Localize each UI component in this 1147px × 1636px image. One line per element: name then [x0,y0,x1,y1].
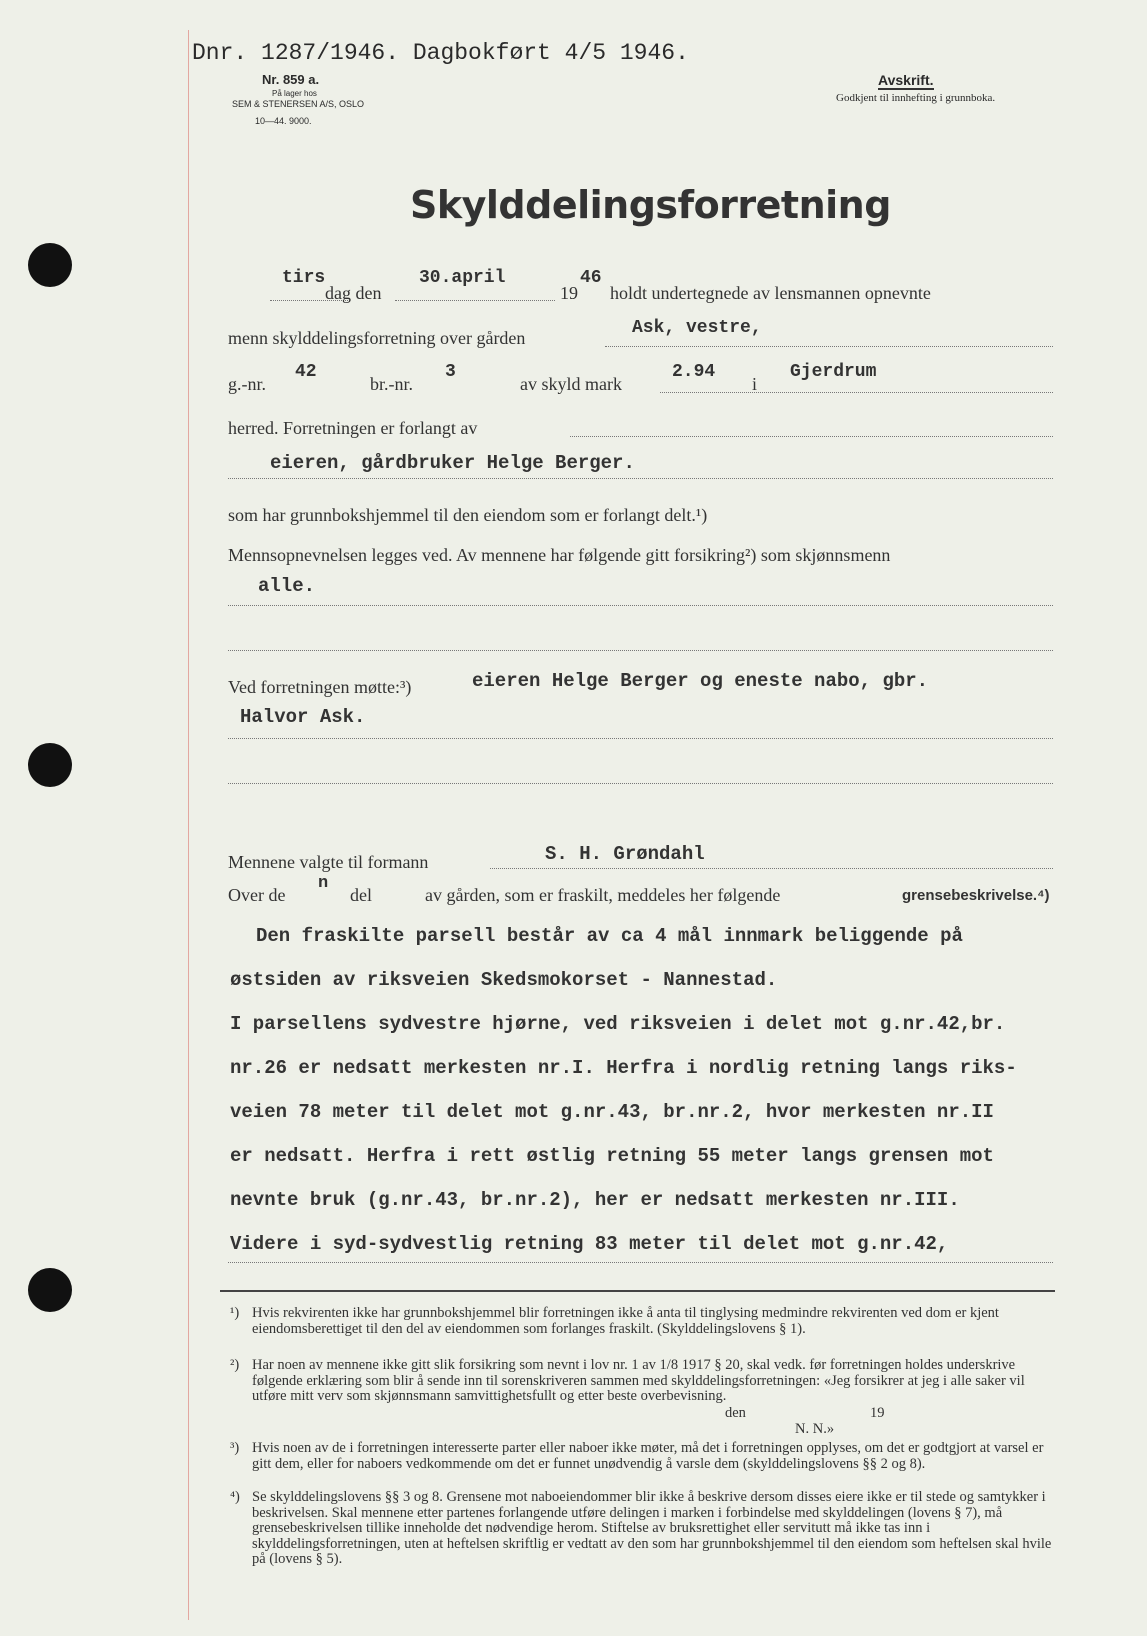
weekday: tirs [282,268,326,288]
punch-hole [28,1268,72,1312]
description-line: er nedsatt. Herfra i rett østlig retning 55 meter langs grensen mot [230,1145,994,1167]
label: holdt undertegnede av lensmannen opnevnte [610,283,931,303]
label: br.-nr. [370,374,413,394]
label: Mennene valgte til formann [228,852,429,872]
description-line: I parsellens sydvestre hjørne, ved riksveien i delet mot g.nr.42,br. [230,1013,1006,1035]
part: n [318,874,329,893]
dotted-fill-line [228,738,1053,739]
dotted-fill-line [570,436,1053,437]
label: Ved forretningen møtte:³) [228,677,412,697]
printer-line: På lager hos [272,89,317,98]
journal-number: Dnr. 1287/1946. Dagbokført 4/5 1946. [192,40,689,66]
bnr: 3 [445,362,456,382]
dotted-fill-line [228,783,1053,784]
dotted-fill-line [228,605,1053,606]
description-line: nr.26 er nedsatt merkesten nr.I. Herfra i nordlig retning langs riks- [230,1057,1017,1079]
description-line: østsiden av riksveien Skedsmokorset - Nannestad. [230,969,778,991]
label: g.-nr. [228,374,266,394]
copy-label: Avskrift. [878,72,934,88]
footnote-den: den [725,1405,746,1421]
printer-name: SEM & STENERSEN A/S, OSLO [232,99,365,109]
label: av gården, som er fraskilt, meddeles her følgende [425,885,781,905]
form-number: Nr. 859 a. [262,72,320,87]
year: 46 [580,268,602,288]
requester: eieren, gårdbruker Helge Berger. [270,452,635,474]
footnote: ³) Hvis noen av de i forretningen interesserte parter eller naboer ikke møter, må det i forretningen opplyses, om det er godtgjort at varsel er gitt dem, eller for naboers vedkommende om det er funnet unødvendig å varsle dem (skylddelingslovens §§ 2 og 8). [230,1440,1044,1472]
attendees: eieren Helge Berger og eneste nabo, gbr. [472,670,929,692]
description-line: Videre i syd-sydvestlig retning 83 meter til delet mot g.nr.42, [230,1233,949,1255]
farm-name: Ask, vestre, [632,318,762,338]
dotted-fill-line [605,346,1053,347]
date: 30.april [419,268,506,288]
margin-line [188,30,189,1620]
skyld: 2.94 [672,362,716,382]
label: grensebeskrivelse.⁴) [902,887,1050,904]
dotted-fill-line [228,650,1053,651]
attendees-cont: Halvor Ask. [240,706,366,728]
label: del [350,885,372,905]
label: av skyld mark [520,374,622,394]
label: herred. Forretningen er forlangt av [228,418,478,438]
footnote-year: 19 [870,1405,885,1421]
footnote: ⁴) Se skylddelingslovens §§ 3 og 8. Grensene mot naboeiendommer blir ikke å beskrive dersom disses eiere ikke er til stede og samtykker i beskrivelsen. Skal mennene etter partenes forlangende utføre delingen i marken i forbindelse med skylddelingen (lovens § 7), må grensebeskrivelsen tillike inneholde det nødvendige herom. Stiftelse av bruksrettighet eller servitutt må ikke tas inn i skylddelingsforretningen, uten at heftelsen skriftlig er vedtatt av den som har grunnbokshjemmel til den eiendom som heftelsen skal hvile på (lovens § 5). [230,1489,1052,1567]
label: Mennsopnevnelsen legges ved. Av mennene har følgende gitt forsikring²) som skjønnsmenn [228,545,891,565]
dotted-fill-line [660,392,1053,393]
punch-hole [28,243,72,287]
document-title: Skylddelingsforretning [410,183,891,227]
punch-hole [28,743,72,787]
chairman: S. H. Grøndahl [545,843,705,865]
dotted-fill-line [395,300,555,301]
assurers: alle. [258,575,316,597]
label: 19 [560,283,578,303]
label: som har grunnbokshjemmel til den eiendom som er forlangt delt.¹) [228,505,708,525]
label: menn skylddelingsforretning over gården [228,328,526,348]
approval-note: Godkjent til innhefting i grunnboka. [836,92,996,104]
description-line: nevnte bruk (g.nr.43, br.nr.2), her er nedsatt merkesten nr.III. [230,1189,960,1211]
dotted-fill-line [228,478,1053,479]
description-line: Den fraskilte parsell består av ca 4 mål innmark beliggende på [256,925,963,947]
municipality: Gjerdrum [790,362,877,382]
footnote-signature: N. N.» [795,1421,835,1437]
label: i [752,374,758,394]
dotted-fill-line [490,868,1053,869]
dotted-fill-line [228,1262,1053,1263]
label: Over de [228,885,286,905]
print-run: 10—44. 9000. [255,116,312,126]
gnr: 42 [295,362,317,382]
description-line: veien 78 meter til delet mot g.nr.43, br.nr.2, hvor merkesten nr.II [230,1101,994,1123]
footnote: ²) Har noen av mennene ikke gitt slik forsikring som nevnt i lov nr. 1 av 1/8 1917 § 20, skal vedk. før forretningen holdes underskrive følgende erklæring som blir å sende inn til sorenskriveren sammen med skylddelingsforretningen: «Jeg forsikrer at jeg i alle saker vil utføre mitt verv som skjønnsmann samvittighetsfullt og etter beste overbevisning. [230,1357,1025,1404]
label: dag den [325,283,382,303]
footnote: ¹) Hvis rekvirenten ikke har grunnbokshjemmel blir forretningen ikke å anta til tinglysing medmindre rekvirenten ved dom er kjent eiendomsberettiget til den del av eiendommen som forlanges fraskilt. (Skylddelingslovens § 1). [230,1305,999,1337]
divider [220,1290,1055,1292]
